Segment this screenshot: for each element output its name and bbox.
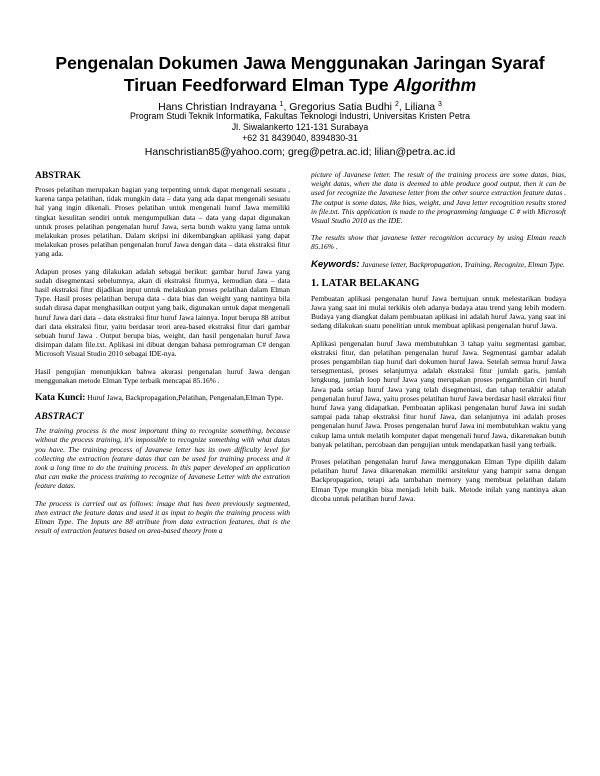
author-affil-mark: 1 <box>279 101 284 108</box>
abstract-paragraph: The process is carried out as follows: image that has been previously segmented, then extract the feature datas and used it as input to begin the training process with Elman Type. The Inputs are 88 atribute from data extraction features, that is the result of extraction features based on area-based theory from a <box>35 498 290 536</box>
author-affil-mark: 2 <box>394 101 399 108</box>
abstract-continued-paragraph: The results show that javanese letter recognition accuracy by using Elman reach 85.16% . <box>311 233 566 252</box>
section-paragraph: Proses pelatihan pengenalan huruf Jawa menggunakan Elman Type dipilih dalam pelatihan huruf Jawa dikarenakan memiliki arsitektur yang hampir sama dengan Backpropagation, tetapi ada tambahan memory yang membuat pelatihan dalam Elman Type mungkin bisa menjadi lebih baik. Metode inilah yang nantinya akan dicoba untuk pelatihan huruf Jawa. <box>311 457 566 503</box>
author-emails: Hanschristian85@yahoo.com; greg@petra.ac.id; lilian@petra.ac.id <box>144 146 456 158</box>
kata-kunci-label: Kata Kunci: <box>35 393 86 404</box>
abstract-paragraph: The training process is the most important thing to recognize something, because without the process training, it's impossible to recognize something with what datas you have. The training process of Javanese letter has its own difficulty level for collecting the extraction feature datas that can be used for training process and it took a long time to do the training process. In this paper developed an application that can make the process training to recognize of Javanese Letter with the extration feature datas. <box>35 426 290 491</box>
author-list: Hans Christian Indrayana $^1$, Gregorius Satia Budhi $^2$, Liliana $^3$ <box>158 101 442 113</box>
abstract-continued-paragraph: picture of Javanese letter. The result of the training process are some datas, bias, weight datas, when the data is deemed to able produce good output, then it can be used for recognize the Javanese letter from the other source extraction feature datas . The output is some datas, like bias, weight, and Java letter recognition results stored in file.txt. This application is made to the programming language C # with Microsoft Visual Studio 2010 as the IDE. <box>311 170 566 226</box>
author-name: Hans Christian Indrayana <box>158 101 277 113</box>
affiliation-block <box>40 111 560 144</box>
abstract-heading: ABSTRACT <box>35 412 84 423</box>
left-column <box>35 170 290 544</box>
affiliation-line: Jl. Siwalankerto 121-131 Surabaya <box>231 122 369 132</box>
abstrak-paragraph: Adapun proses yang dilakukan adalah sebagai berikut: gambar huruf Jawa yang sudah disegmentasi sebelumnya, akan di ekstraksi fiturnya, kemudian data – data hasil ekstraksi fitur dijadikan input untuk melakukan proses pelatihan dalam Elman Type. Hasil proses pelatihan berupa data - data bias dan weight yang nantinya bila sudah dirasa dapat menghasilkan output yang baik, digunakan untuk dapat mengenali huruf Jawa dari data – data ekstraksi fitur huruf Jawa lainnya. Input berupa 88 atribut dari data ekstraksi fitur, yaitu berdasar teori area-based ekstraksi fitur dari gambar sebuah huruf Jawa . Output berupa bias, weight, dan hasil pengenalan huruf Jawa disimpan dalam file.txt. Aplikasi ini dibuat dengan bahasa pemrograman C# dengan Microsoft Visual Studio 2010 sebagai IDE-nya. <box>35 266 290 359</box>
section-paragraph: Aplikasi pengenalan huruf Jawa membutuhkan 3 tahap yaitu segmentasi gambar, ekstraksi fitur, dan pelatihan pengenalan huruf Jawa. Segmentasi gambar adalah proses pengambilan tiap huruf dari dokumen huruf Jawa. Setelah semua huruf Jawa tersegmentasi, proses selanjutnya adalah ekstraksi fitur jumlah garis, jumlah lengkung, jumlah loop huruf Jawa yang merupakan proses pengambilan ciri huruf Jawa pada setiap huruf Jawa yang telah disegmentasi, dan tahap terakhir adalah pengenalan huruf Jawa, yaitu proses pelatihan huruf Jawa berdasar hasil ektraksi fitur huruf Jawa yang didapatkan. Pembuatan aplikasi pengenalan huruf Jawa ini sudah sampai pada tahap ekstraksi fitur huruf Jawa, dan selanjutnya ini adalah proses pengenalan huruf Jawa. Proses pengenalan huruf Jawa ini membutuhkan waktu yang cukup lama untuk melatih komputer dapat mengenali huruf Jawa, dikarenakan butuh banyak pelatihan, percobaan dan pengujian untuk mendapatkan hasil yang terbaik. <box>311 338 566 449</box>
abstrak-paragraph: Proses pelatihan merupakan bagian yang terpenting untuk dapat mengenali sesuatu , karena tanpa pelatihan, tidak mungkin data – data yang ada dapat mengenali sesuatu hal yang ingin dikenali. Proses pelatihan untuk mengenali huruf Jawa memiliki tingkat kesulitan sendiri untuk mengumpulkan data – data yang dapat digunakan untuk proses pelatihan pengenalan huruf Jawa, serta butuh waktu yang lama untuk melakukan proses pelatihan. Dalam skripsi ini dikembangkan aplikasi yang dapat melakukan proses pelatihan pengenalan huruf Jawa dengan data – data ekstraksi fitur yang ada. <box>35 185 290 259</box>
affiliation-line: +62 31 8439040, 8394830-31 <box>242 133 358 143</box>
author-name: Gregorius Satia Budhi <box>289 101 393 113</box>
author-affil-mark: 3 <box>437 101 442 108</box>
paper-title <box>40 52 560 96</box>
section-heading: 1. LATAR BELAKANG <box>311 277 420 289</box>
keywords <box>311 260 566 269</box>
kata-kunci <box>35 393 290 403</box>
title-line-2-italic: Algorithm <box>393 75 477 95</box>
keywords-label: Keywords: <box>311 258 360 270</box>
keywords-text: Javanese letter, Backpropagation, Training, Recognize, Elman Type. <box>361 259 565 269</box>
kata-kunci-text: Huruf Jawa, Backpropagation,Pelatihan, Pengenalan,Elman Type. <box>87 393 284 403</box>
right-column <box>311 170 566 511</box>
author-name: Liliana <box>404 101 436 113</box>
title-line-1: Pengenalan Dokumen Jawa Menggunakan Jaringan Syaraf <box>55 53 545 73</box>
affiliation-line: Program Studi Teknik Informatika, Fakultas Teknologi Industri, Universitas Kristen Petra <box>130 111 470 121</box>
abstrak-paragraph: Hasil pengujian menunjukkan bahwa akurasi pengenalan huruf Jawa dengan menggunakan metode Elman Type terbaik mencapai 85.16% . <box>35 366 290 385</box>
abstrak-heading: ABSTRAK <box>35 171 81 181</box>
title-line-2: Tiruan Feedforward Elman Type <box>123 75 394 95</box>
section-paragraph: Pembuatan aplikasi pengenalan huruf Jawa bertujuan untuk melestarikan budaya Jawa yang saat ini mulai terkikis oleh adanya budaya atau trend yang lebih modern. Budaya yang diangkat dalam pembuatan aplikasi ini adalah huruf Jawa, yang saat ini sedang dilakukan suatu penelitian untuk membuat aplikasi pengenalan huruf Jawa. <box>311 293 566 331</box>
